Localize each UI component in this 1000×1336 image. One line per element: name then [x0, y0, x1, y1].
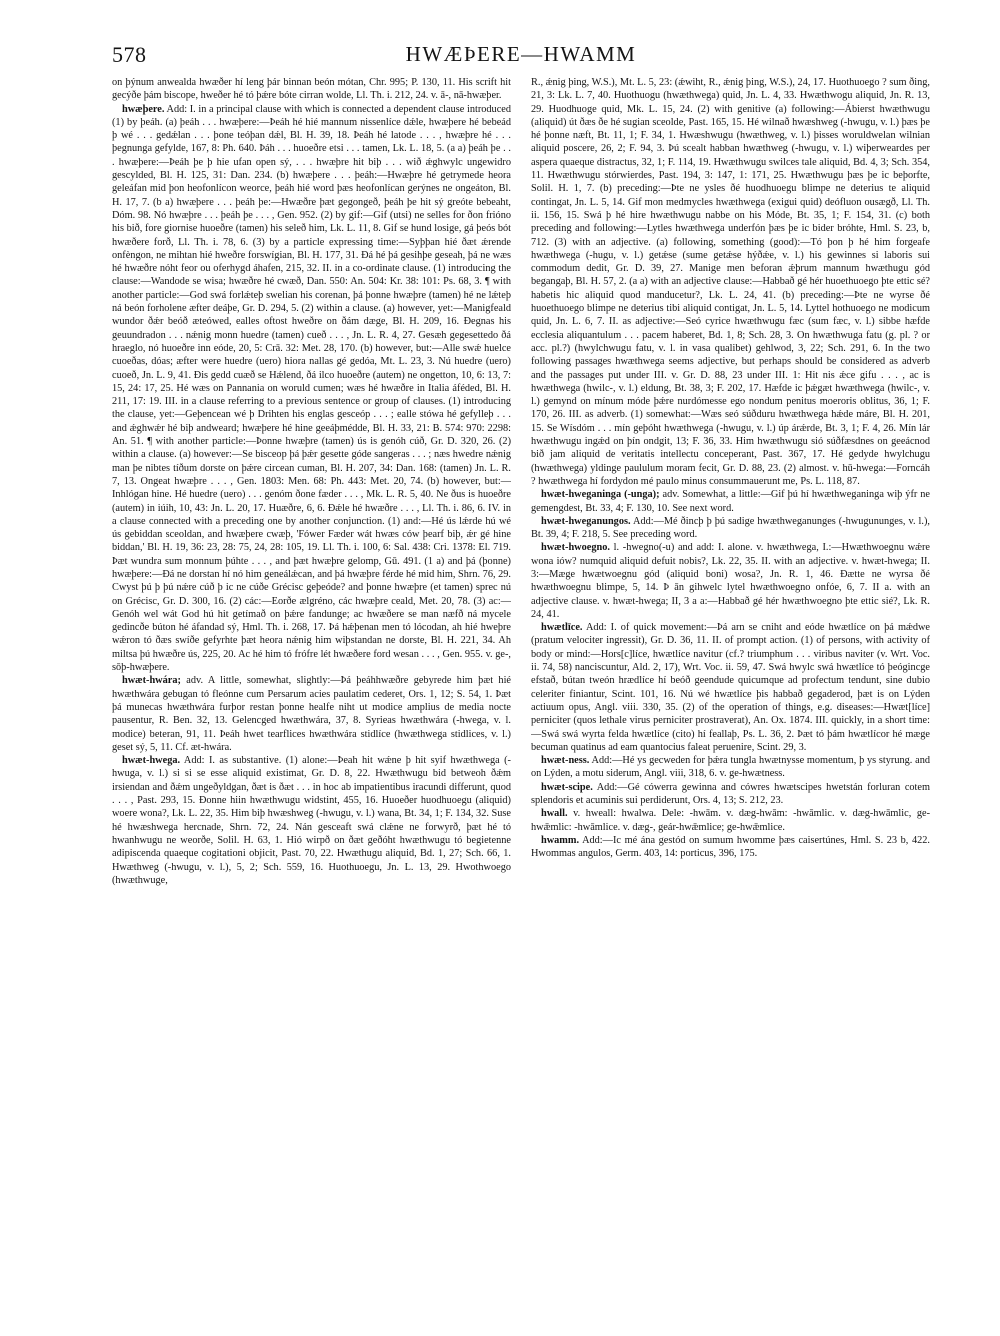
- entry-text: Add:—Mé ðincþ þ þú sadige hwæthweganunges (-hwugununges, v. l.), Bt. 39, 4; F. 218, 5. See preceding word.: [531, 515, 930, 541]
- page-header: [112, 40, 930, 70]
- dictionary-entry: [531, 754, 930, 781]
- entry-headword: hwamm.: [541, 834, 580, 846]
- entry-headword: hwæt-hwára;: [122, 675, 181, 687]
- entry-headword: hwæt-hweganinga (-unga);: [541, 489, 660, 501]
- dictionary-entry: [531, 488, 930, 515]
- entry-text: Add: I. in a principal clause with which is connected a dependent clause introduced (1) by þeáh. (a) þeáh . . . hwæþere:—Þeáh hé hié mannum nissenlíce dǽle, hwæþere hé bebeád þ wé . . . gedǽlan . . . þone teóþan dǽl, Bl. H. 39, 18. Þeáh hé latode . . . , hwæþre hé . . . þegnunga gefylde, 167, 8: Ph. 640. Þáh . . . huoeðre etsi . . . tamen, Lk. L. 18, 5. (a a) þeáh þe . . . hwæþere:—Þeáh þe þ hie ufan open sý, . . . hwæþre hit biþ . . . wið ǽghwylc ungewidro gescylded, Bl. H. 125, 31: Dan. 234. (b) hwæþere . . . þeáh:—Hwæþre hé getrymede heora geleáfan mid þon heofonlícon weorce, þeáh hié word þæs heofonlícan gerýnes ne ongeáton, Bl. H. 17, 7. (b a) hwæþere . . . þeáh þe:—Hwæðre þæt gegongeð, þeáh þe hit sý greóte bebeaht, Dóm. 98. Nó hwæþre . . . þeáh þe . . . , Gen. 952. (2) by gif:—Gif (utsi) ne selles for ðon frióno his bið, fore giornise huoeðre (tamen) his seleð him, Lk. L. 11, 8. Gif se hund losige, gá þeós bót hwæðere forð, Ll. Th. i. 78, 6. (3) by a particle expressing time:—Syþþan hié ðæt ǽrende onfèngon, ne mihtan hié hweðre forswígian, Bl. H. 177, 31. Ðá hé þá gesihþe geseah, þá ne wæs hé hwæðre nóht feor ou oferhygd áhafen, 215, 32. II. in a co-ordinate clause. (1) introducing the clause:—Wandode se wisa; hwæðre hé cwæð, Dan. 550: An. 504: Kr. 38: 101: Ps. 68, 3. ¶ with another particle:—God swá forlǽteþ swelian his corenan, þá þonne hwæþre (tamen) hé ne lǽteþ ná beón forholene æfter deáþe, Gr. D. 294, 5. (2) within a clause. (a) however, yet:—Manigfeald wundor ðǽr beóð æteówed, ealles oftost hweðre on ðám dæge, Bl. H. 209, 16. Ðegnas his geuundradon . . . nǽnig monn huedre (tamen) cueð . . . , Jn. L. R. 4, 27. Gesæh gegesettedo ðá hraeglo, nó huoeðre inn eóde, 20, 5: Crā. 32: Met. 28, 170. (b) however, but:—Alle swǽ huelce cuoeðas, dóas; æfter were huedre (uero) hiora nallas gé gedóa, Mt. L. 23, 3. Nú huedre (uero) cuoeð, Jn. L. 9, 41. Ðis gedd cuæð se Hǽlend, ðá ilco huoeðre (autem) ne ongetton, 10, 6: 13, 7: 15, 24: 17, 25. Hé wæs on Pannania on woruld cumen; wæs hé hwæðre in Italia áféded, Bl. H. 211, 17: 19. III. in a clause referring to a previous sentence or group of clauses. (1) introducing the clause, yet:—Geþencean wé þ Drihten his englas gesceóp . . . ; ealle stówa hé gefylleþ . . . and ǽghwǽr hé biþ andweard; hwæþere hé hine geeáþmédde, Bl. H. 33, 21: B. 574: 970: 2298: An. 51. ¶ with another particle:—Þonne hwæþre (tamen) ús is genóh cúð, Gr. D. 320, 26. (2) within a clause. (a) however:—Se bisceop þá þǽr gesette góde sangeras . . . ; næs hwedre nǽnig man þe nibtes tíðum dorste on þǽre circean cuman, Bl. H. 207, 34: Dan. 168: (tamen) Jn. L. R. 7, 13. Ongeat hwæþre . . . , Gen. 1803: Men. 68: Ph. 443: Met. 20, 74. (b) however, but:—Inhlógan hine. Hé huedre (uero) . . . genóm ðone fæder . . . , Mk. L. R. 5, 40. Ne ðus is huoeðre (autem) in iúih, 10, 43: Jn. L. 20, 17. Huæðre, 6, 6. Ðǽle hé hwæðre . . . , Ll. Th. i. 86, 6. IV. in a clause connected with a preceding one by another conjunction. (1) and:—Hé ús lǽrde hú wé ús gebiddan sceoldan, and hwæþere cwæþ, 'Fówer Fæder wát hwæs ców þearf biþ, ǽr gé hine biddan,' Bl. H. 19, 36: 23, 28: 75, 24, 28: 105, 19. Ll. Th. i. 100, 6: Sal. 438: Cri. 1378: El. 719. Þæt wundra sum monnum þúhte . . . , and þæt hwæþre gelomp, Gū. 491. (1 a) and þá (þonne) hwæþere:—Ðá ne dorstan hí nó him geneálǽcan, and þá hwæþre férde hé mid him, Shrn. 76, 29. Cwyst þú þ þú nǽre cúð þ ic ne cúðe Grécisc geþeóde? and þonne hwæþre (et tamen) sprec nú on Grécisc, Gr. D. 300, 16. (2) các:—Eorðe ælgréno, các hwæþre ceald, Met. 20, 78. (3) ac:—Genóh wel wát God hú hit getímað on þǽre fandunge; ac hwæðere se man næfð ná mycele gedincðe búton hé áfandad sý, Hml. Th. i. 268, 17. Þá hǽþenan men tó lócodan, ah hié hweþre wǽron tó ðæs swíðe gefyrhte þæt heora nǽnig him wiþstandan ne dorste, Bl. H. 221, 34. Ah miltsa þú hwæðre ús, 225, 20. Ac hé him tó frófre lét hwæðere ford wesan . . . , Gen. 955. v. ge-, sōþ-hwæþere.: [112, 103, 511, 674]
- page-number: 578: [112, 42, 147, 67]
- entry-headword: hwæþere.: [122, 103, 165, 115]
- dictionary-entry: [112, 103, 511, 675]
- entry-continuation: [531, 76, 930, 488]
- entry-headword: hwall.: [541, 808, 568, 820]
- entry-headword: hwæt-scipe.: [541, 781, 593, 793]
- dictionary-entry: [531, 781, 930, 808]
- entry-text: R., ǽnig þing, W.S.), Mt. L. 5, 23: (ǽwiht, R., ǽnig þing, W.S.), 24, 17. Huothuoego ? sum ðing, 21, 3: Lk. L. 7, 40. Huothuogu (hwæthwega) quid, Jn. L. 4, 33. Hwæthwogu aliquid, Jn. R. 13, 29. Huodhuoge quid, Mk. L. 15, 24. (2) with genitive (a) following:—Ábierst hwæthwugu (aliquid) út ðæs ðe hé sugian sceolde, Past. 165, 15. Hé wilnað hwæshweg (-hwugu, v. l.) þæs þe hé þonne næft, Bt. 11, 1; F. 34, 1. Hwæshwugu (hwæthweg, v. l.) þisses woruldwelan wilnian aliquid poscere, 26, 2; F. 94, 3. Þú scealt habban hwæthweg (-hwugu, v. l.) wiþerweardes per aspera quaeque distractus, 32, 1; F. 114, 19. Hwæthwugu swilces tale aliquid, Bd. 4, 3; Sch. 354, 11. Hwæthwugu stórwierdes, Past. 194, 3: 147, 1: 171, 25. Hwæthwugu þæs þe ic beþorfte, Solil. H. 1, 7. (b) preceding:—Þte ne ysles ðé huodhuoegu blimpe ne deterius te aliquid contingat, Jn. L. 5, 14. Gif mon medmycles hwæthwega (exigui quid) deófluon ousægð, Ll. Th. ii. 156, 15. Swá þ hé hire hwæthwugu nabbe on his Móde, Bt. 35, 1; F. 154, 31. (c) both preceding and following:—Lytles hwæthwega underfón þæs þe ic bider bróhte, Hml. S. 23, b, 712. (3) with an adjective. (a) following, something (good):—Tó þon þ hé him forgeafe hwæthwega (-hugu, v. l.) getǽse (sume getǽse hýðǽe, v. l.) his gewinnes si laboris sui commodum dedit, Gr. D. 39, 27. Manige men beforan ǽþrum mannum hwæthugu gód begangaþ, Bl. H. 57, 2. (a a) with an adjective clause:—Habbað gé hér huoethuoego þte ettic sé? habetis hic aliquid quod manducetur?, Lk. L. 24, 41. (b) preceding:—Þte ne wyrse ðé huoethuoego blimpe ne deterius tibi aliquid contigat, Jn. L. 5, 14. Lyttel hothuoego ne modicum quid, Jn. L. 6, 7. II. as adjective:—Seó cyrice hwæthwugu fæc (sum fæc, v. l.) sibbe hæfde ecclesia aliquantulum . . . pacem haberet, Bd. 1, 8; Sch. 28, 3. On hwæthwuga fatu (g. pl. ? or acc. pl.?) (hwylchwugu fatu, v. l. in vasa qualibet) gehlwod, 3, 22; Sch. 291, 6. In the two following passages hwæthwega seems adjective, but perhaps should be considered as adverb and the passages put under III. v. Gr. D. 88, 23 under III. 1: Hit nis ǽce gifu . . . , ac is hwæthwega (hwilc-, v. l.) eldung, Bt. 38, 3; F. 202, 17. Hæfde ic þǽgæt hwæthwega (hwilc-, v. l.) gemynd on mínum móde þǽre nurdómesse ego nondum penitus moeroris oblitus, 36, 1; F. 170, 26. III. as adverb. (1) somewhat:—Wæs seó súðduru hwæthwega hǽde máre, Bl. H. 201, 15. Se Wísdóm . . . mín geþóht hwæthwega (-hwugu, v. l.) úp árǽrde, Bt. 3, 1; F. 4, 26. Mín lár hwæthwugu ingǽd on þín ondgit, 13; F. 36, 33. Him hwæthwugu sió súðfæsdnes on geeácnod bið jam aliquid de veritatis intellectu conceperant, Past. 367, 17. Hé gedyde hwylchugu (hwæthwega) yldinge paululum moram fecit, Gr. D. 88, 23. (2) almost. v. hū-hwega:—Forncáh ? hwæthwega hí fordydon mé paulo minus consummauerunt me, Ps. L. 118, 87.: [531, 77, 930, 487]
- dictionary-entry: [531, 834, 930, 861]
- dictionary-entry: [531, 541, 930, 621]
- entry-text: on þýnum anwealda hwæðer hí leng þár binnan beón mótan, Chr. 995; P. 130, 11. His scrift hit gecýðe þám biscope, hweðer hé tó þǽre bóte cirran wolde, Ll. Th. i. 212, 24. v. ā-, nā-hwæþer.: [112, 77, 511, 102]
- left-column: [112, 76, 511, 1276]
- entry-text: adv. Somewhat, a little:—Gif þú hí hwæthweganinga wiþ ýfr ne gemengdest, Bt. 33, 4; F. 130, 10. See next word.: [531, 489, 930, 514]
- entry-text: l. -hwegno(-u) and add: I. alone. v. hwæthwega, I.:—Hwæthwoegnu wǽre wona iów? numquid aliquid defuit nobis?, Lk. 22, 35. II. with an adjective. v. hwæt-hwega; II. 3:—Mæge hwætwoegnu gód (aliquid boni) wosa?, Jn. R. 1, 46. Ðætte ne wyrsa ðé hwæthwoegnu blimpe, 5, 14. Þ ān gihwelc lytel hwæthwoegno onfóe, 6, 7. II a. with an adjective clause. v. hwæt-hwega; II, 3 a a:—Habbað gé hér hwæthwoegno þte ettic sié?, Lk. R. 24, 41.: [531, 542, 930, 620]
- entry-text: adv. A little, somewhat, slightly:—Þá þeáhhwæðre gebyrede him þæt hié hwæthwára gebugan tó fleónne cum Persarum acies paulatim cederet, Ors. 1, 12; S. 54, 1. Þæt þá munecas hwæthwára furþor restan þonne healfe niht ut modice amplius de media nocte pausentur, R. Ben. 32, 13. Gelencged hwæthwára, 37, 8. Syrieas hwæthwára (-hwega, v. l. modice) beteran, 91, 11. Þeáh hwet tearflices hwæthwára stidlíce (hwæthwega stidlices, v. l.) geset sý, 5, 11. Cf. æt-hwára.: [112, 675, 511, 753]
- dictionary-entry: [531, 621, 930, 754]
- entry-text: Add: I. of quick movement:—Þá arn se cniht and eóde hwætlíce on þá mǽdwe (pratum velociter ingressit), Gr. D. 36, 11. II. of prompt action. (1) of persons, with activity of body or mind:—Hors[c]líce, hwætlíce navitur (cf.? triumphum . . . viribus naviter (v. Wrt. Voc. ii. 74, 58) nanciscuntur, Ald. 2, 17), Wrt. Voc. ii. 59, 47. Swá hwylc swá hwætlíce tó þeógincge efstað, bútan tweón hrædlíce hí beóð geendude quicumque ad profectum tendunt, sine dubio celeriter finiantur, Scint. 101, 16. Nú wé hwætlíce þis habbað gegaderod, þæt is on Lýden actiuum opus, Angl. viii. 330, 35. (2) of the operation of things, e.g. diseases:—Hwæt[líce] perniciter (quos lethale virus perniciter prostraverat), An. Ox. 1874. III. quickly, in a short time:—Swá swá wyrta felda hwætlíce (cito) hí feallaþ, Ps. L. 36, 2. Þæt tó þám hwætlícor hé mæge becuman quatinus ad eam quantocius faleat peruenire, Scint. 29, 3.: [531, 622, 930, 753]
- entry-headword: hwæt-hwoegno.: [541, 542, 610, 554]
- entry-headword: hwæt-hwega.: [122, 755, 181, 767]
- dictionary-entry: [531, 807, 930, 834]
- entry-text: Add:—Hé ys gecweden for þǽra tungla hwætnysse momentum, þ ys styrung. and on Lýden, a motu siderum, Angl. viii, 318, 6. v. ge-hwætness.: [531, 755, 930, 780]
- dictionary-entry: [112, 754, 511, 887]
- entry-continuation: [112, 76, 511, 103]
- dictionary-entry: [531, 515, 930, 542]
- dictionary-page: [112, 40, 930, 1290]
- dictionary-entry: [112, 674, 511, 754]
- entry-headword: hwætlīce.: [541, 622, 583, 634]
- entry-text: Add:—Gé cówerra gewinna and cówres hwætscipes hwetstán forluran cotem splendoris et acuminis sui perdiderunt, Ors. 4, 13; S. 212, 23.: [531, 781, 930, 807]
- right-column: [531, 76, 930, 1276]
- entry-headword: hwæt-hweganungos.: [541, 515, 631, 527]
- entry-headword: hwæt-ness.: [541, 755, 590, 767]
- entry-text: v. hweall: hwalwa. Dele: -hwām. v. dæg-hwām: -hwāmlic. v. dæg-hwāmlic, ge-hwǣmlic: -hwāmlice. v. dæg-, geár-hwǣmlice; ge-hwǣmlice.: [531, 808, 930, 833]
- text-columns: [112, 76, 930, 1276]
- running-head: HWÆÞERE—HWAMM: [405, 42, 637, 66]
- entry-text: Add:—Ic mé ána gestód on sumum hwomme þæs caisertúnes, Hml. S. 23 b, 422. Hwommas angulos, Germ. 403, 14: porticus, 396, 175.: [531, 834, 930, 860]
- entry-text: Add: I. as substantive. (1) alone:—Þeah hit wǽne þ hit syif hwæthwega (-hwuga, v. l.) si si se esse aliquid existimat, Gr. D. 8, 22. Hwæthwugu bid betweoh ðǽm irsiendan and ðǽm ungeðyldgan, ðæt is ðæt . . . in hoc ab impatientibus iracundi differunt, quod . . . , Past. 293, 15. Ðonne hiin hwæthwugu widstint, 455, 16. Huoeðer huodhuoegu (aliquid) woere wona?, Lk. L. 22, 35. Him biþ hwæshweg (-hwugu, v. l.) wana, Bt. 34, 1; F. 134, 32. Suse hé hwæshwega hercnade, Shrn. 72, 24. Nán gesceaft swá clǽne ne forwyrð, þæt hé tó hwanhwugu ne weorðe, Solil. H. 63, 1. Hió wirpð on ðæt geðóht hwæthwugu tó begietenne adipiscenda quaeque cogitationi objicit, Past. 70, 22. Hwæthugu aliquid, Bd. 1, 27; Sch. 66, 1. Hwæthweg (-hwugu, v. l.), 5, 2; Sch. 559, 16. Huothuoegu, Jn. L. 13, 29. Hwothwoego (hwæthwuge,: [112, 755, 511, 886]
